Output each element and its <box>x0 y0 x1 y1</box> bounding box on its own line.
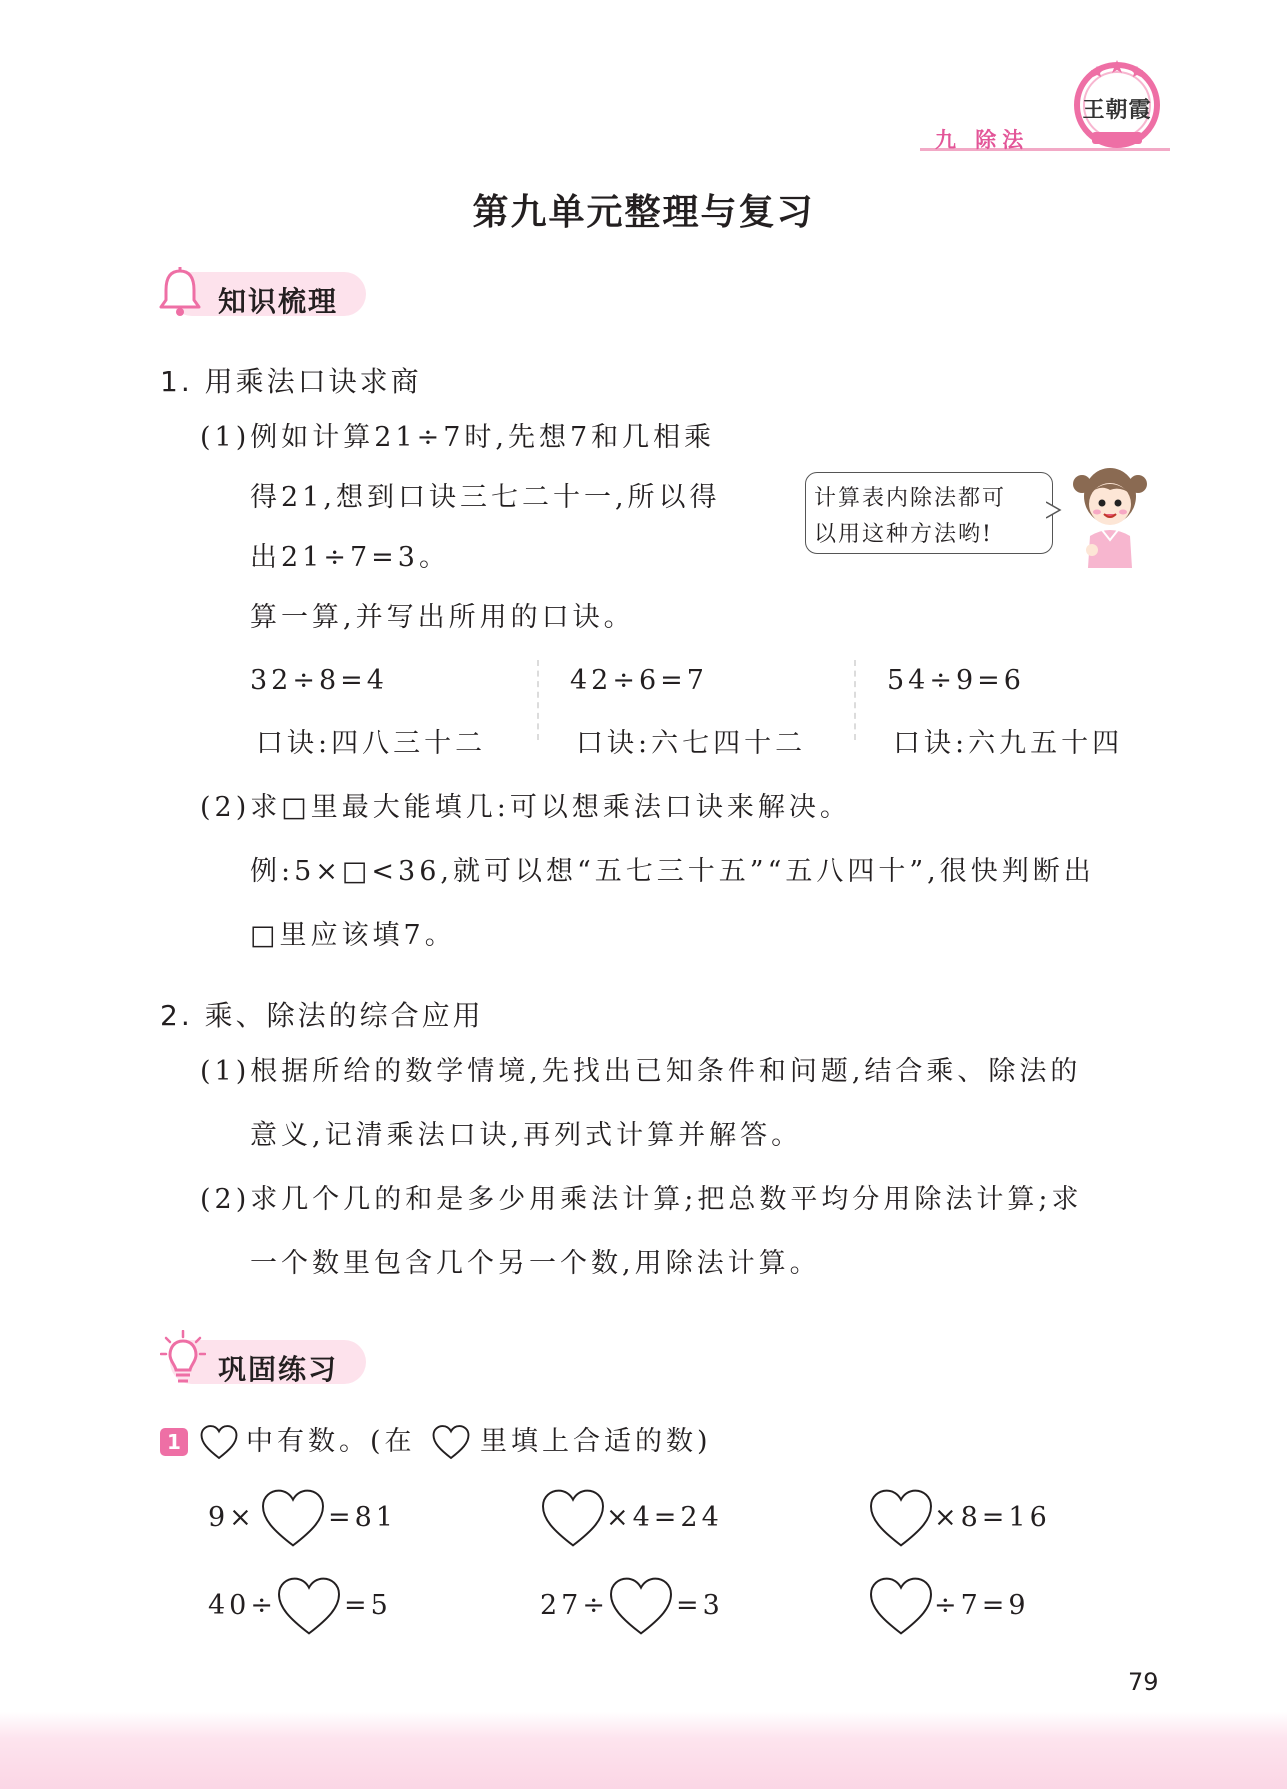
lightbulb-icon <box>160 1330 206 1388</box>
exercise-item-1-before: 9× <box>208 1502 256 1533</box>
exercise-item-4-before: 40÷ <box>208 1590 277 1621</box>
page-number: 79 <box>1128 1668 1159 1696</box>
bubble-tail <box>1046 500 1062 520</box>
exercise-item-2-after: ×4=24 <box>606 1502 723 1533</box>
exercise-item-4-after: =5 <box>344 1590 392 1621</box>
heart-answer-box[interactable] <box>868 1576 934 1636</box>
part1-para2-line2: 例:5×□<36,就可以想“五七三十五”“五八四十”,很快判断出 <box>250 856 1095 887</box>
part1-instruction: 算一算,并写出所用的口诀。 <box>250 602 635 633</box>
exercise-prompt-a: 中有数。(在 <box>246 1426 416 1457</box>
exercise-item-3-after: ×8=16 <box>934 1502 1051 1533</box>
part2-para2-line1: (2)求几个几的和是多少用乘法计算;把总数平均分用除法计算;求 <box>200 1184 1083 1215</box>
part2-para1-line2: 意义,记清乘法口诀,再列式计算并解答。 <box>250 1120 803 1151</box>
heart-answer-box[interactable] <box>540 1488 606 1548</box>
brand-logo-text: 王朝霞 <box>1082 97 1152 123</box>
part1-para2-line3: □里应该填7。 <box>250 920 456 951</box>
bubble-line-1: 计算表内除法都可 <box>814 486 1007 511</box>
part1-para2-line1: (2)求□里最大能填几:可以想乘法口诀来解决。 <box>200 792 851 823</box>
exercise-prompt-b: 里填上合适的数) <box>480 1426 712 1457</box>
example-equation-1: 32÷8=4 <box>250 665 388 696</box>
part1-para1-line3: 出21÷7=3。 <box>250 542 450 573</box>
girl-character-icon <box>1070 456 1150 568</box>
bubble-line-2: 以用这种方法哟! <box>814 522 993 547</box>
part2-para1-line1: (1)根据所给的数学情境,先找出已知条件和问题,结合乘、除法的 <box>200 1056 1082 1087</box>
heart-answer-box[interactable] <box>608 1576 674 1636</box>
speech-bubble <box>805 472 1053 554</box>
part2-para2-line2: 一个数里包含几个另一个数,用除法计算。 <box>250 1248 821 1279</box>
heart-answer-box[interactable] <box>276 1576 342 1636</box>
example-divider-2 <box>854 660 856 740</box>
heart-answer-box[interactable] <box>868 1488 934 1548</box>
example-rhyme-2: 口诀:六七四十二 <box>576 728 807 759</box>
exercise-item-1-after: =81 <box>328 1502 397 1533</box>
exercise-item-6-after: ÷7=9 <box>934 1590 1030 1621</box>
heading-part2: 2. 乘、除法的综合应用 <box>160 999 484 1032</box>
section-title-knowledge: 知识梳理 <box>218 285 339 318</box>
part1-para1-line2: 得21,想到口诀三七二十一,所以得 <box>250 482 721 513</box>
chapter-label: 九 除法 <box>935 128 1030 152</box>
exercise-item-5-after: =3 <box>676 1590 724 1621</box>
part1-para1-line1: (1)例如计算21÷7时,先想7和几相乘 <box>200 422 716 453</box>
exercise-item-5-before: 27÷ <box>540 1590 609 1621</box>
bell-icon <box>157 266 203 320</box>
example-equation-2: 42÷6=7 <box>570 665 708 696</box>
example-divider-1 <box>537 660 539 740</box>
exercise-number-badge: 1 <box>160 1428 188 1456</box>
heart-icon <box>200 1424 238 1460</box>
heart-answer-box[interactable] <box>260 1488 326 1548</box>
page-title: 第九单元整理与复习 <box>472 192 815 233</box>
example-rhyme-3: 口诀:六九五十四 <box>893 728 1124 759</box>
bottom-decor-band <box>0 1712 1287 1789</box>
heart-icon <box>432 1424 470 1460</box>
heading-part1: 1. 用乘法口诀求商 <box>160 365 422 398</box>
section-title-practice: 巩固练习 <box>218 1353 339 1386</box>
example-equation-3: 54÷9=6 <box>887 665 1025 696</box>
example-rhyme-1: 口诀:四八三十二 <box>256 728 487 759</box>
